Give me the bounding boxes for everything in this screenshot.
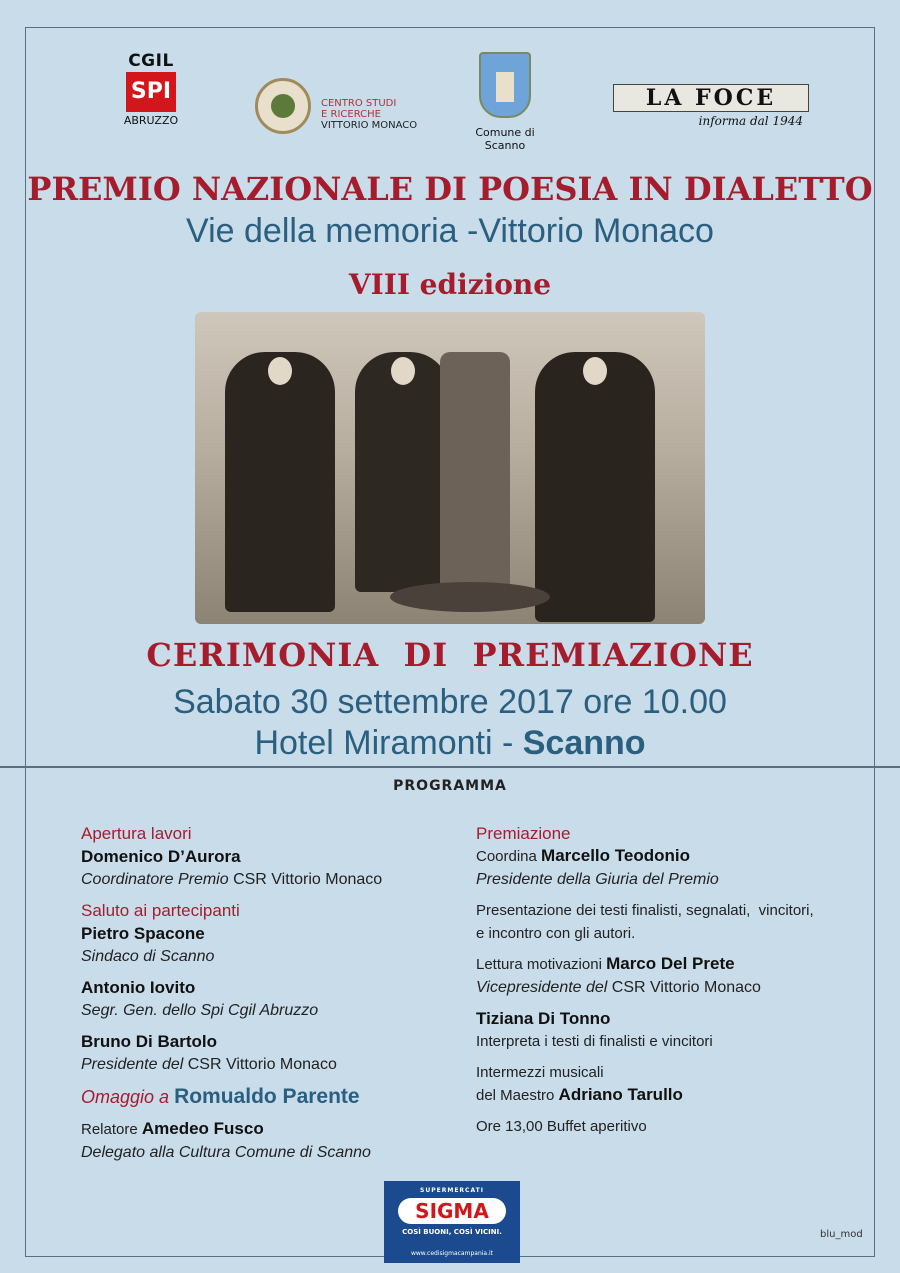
abruzzo-text: ABRUZZO <box>123 114 179 127</box>
lafoce-name: LA FOCE <box>613 84 809 112</box>
poster-title: PREMIO NAZIONALE DI POESIA IN DIALETTO <box>27 170 873 208</box>
sigma-url: www.cedisigmacampania.it <box>410 1250 494 1257</box>
edition-label: VIII edizione <box>348 268 552 301</box>
sigma-tag: COSÌ BUONI, COSÌ VICINI. <box>402 1228 502 1236</box>
speaker-role: Delegato alla Cultura Comune di Scanno <box>81 1144 371 1161</box>
photo-fountain <box>440 352 510 592</box>
speaker-role: Interpreta i testi di finalisti e vincitori <box>476 1033 713 1050</box>
intermezzi-line: del Maestro Adriano Tarullo <box>476 1085 683 1104</box>
photo-face <box>583 357 607 385</box>
place-hotel: Hotel Miramonti - <box>254 724 523 762</box>
lafoce-logo <box>613 84 809 128</box>
comune-label: Comune di Scanno <box>475 126 535 152</box>
photo-face <box>391 357 415 385</box>
program-left-column <box>81 822 441 1164</box>
crest-icon <box>479 52 531 118</box>
speaker-role: Presidente del CSR Vittorio Monaco <box>81 1056 337 1073</box>
comune-logo <box>455 52 555 152</box>
divider <box>0 766 900 768</box>
speaker-name: Pietro Spacone <box>81 924 205 943</box>
lettura-line: Lettura motivazioni Marco Del Prete <box>476 954 735 973</box>
intermezzi-line: Intermezzi musicali <box>476 1064 604 1081</box>
photo-figure-left <box>225 352 335 612</box>
cgil-spi-logo <box>120 52 182 127</box>
event-place <box>0 724 900 763</box>
poster-subtitle: Vie della memoria -Vittorio Monaco <box>186 212 714 250</box>
speaker-name: Domenico D’Aurora <box>81 847 241 866</box>
relatore-line: Relatore Amedeo Fusco <box>81 1119 264 1138</box>
speaker-role: Coordinatore Premio CSR Vittorio Monaco <box>81 871 383 888</box>
sigma-sponsor-logo <box>384 1181 520 1263</box>
program-right-column <box>476 822 876 1138</box>
place-town: Scanno <box>522 724 646 762</box>
section-apertura: Apertura lavori <box>81 824 192 843</box>
speaker-role: Presidente della Giuria del Premio <box>476 871 719 888</box>
photo-fountain-base <box>390 582 550 612</box>
section-premiazione: Premiazione <box>476 824 571 843</box>
sigma-top: SUPERMERCATI <box>420 1187 484 1194</box>
coordina-line: Coordina Marcello Teodonio <box>476 846 690 865</box>
csr-line-2: E RICERCHE <box>321 109 381 120</box>
speaker-name: Antonio Iovito <box>81 978 196 997</box>
speaker-name: Tiziana Di Tonno <box>476 1009 611 1028</box>
photo-face <box>268 357 292 385</box>
event-date: Sabato 30 settembre 2017 ore 10.00 <box>173 683 727 721</box>
sigma-name: SIGMA <box>398 1198 506 1224</box>
csr-line-3: VITTORIO MONACO <box>321 120 418 131</box>
cgil-text: CGIL <box>128 51 174 71</box>
footer-code: blu_mod <box>820 1229 863 1240</box>
speaker-role: Vicepresidente del CSR Vittorio Monaco <box>476 979 761 996</box>
buffet-line: Ore 13,00 Buffet aperitivo <box>476 1118 647 1135</box>
photo-figure-right <box>535 352 655 622</box>
ceremony-heading: CERIMONIA DI PREMIAZIONE <box>146 636 754 674</box>
historic-photo <box>195 312 705 624</box>
photo-figure-center <box>355 352 450 592</box>
csr-seal-icon <box>255 78 311 134</box>
programma-title: PROGRAMMA <box>393 778 507 794</box>
omaggio-line: Omaggio a Romualdo Parente <box>81 1085 360 1108</box>
speaker-role: Segr. Gen. dello Spi Cgil Abruzzo <box>81 1002 319 1019</box>
speaker-name: Bruno Di Bartolo <box>81 1032 217 1051</box>
spi-box: SPI <box>126 72 176 112</box>
lafoce-sub: informa dal 1944 <box>698 114 803 128</box>
presentazione-line: e incontro con gli autori. <box>476 925 636 942</box>
presentazione-line: Presentazione dei testi finalisti, segnalati, vincitori, <box>476 902 814 919</box>
speaker-role: Sindaco di Scanno <box>81 948 215 965</box>
logo-bar <box>0 0 900 150</box>
csr-line-1: CENTRO STUDI <box>321 98 397 109</box>
section-saluto: Saluto ai partecipanti <box>81 901 240 920</box>
